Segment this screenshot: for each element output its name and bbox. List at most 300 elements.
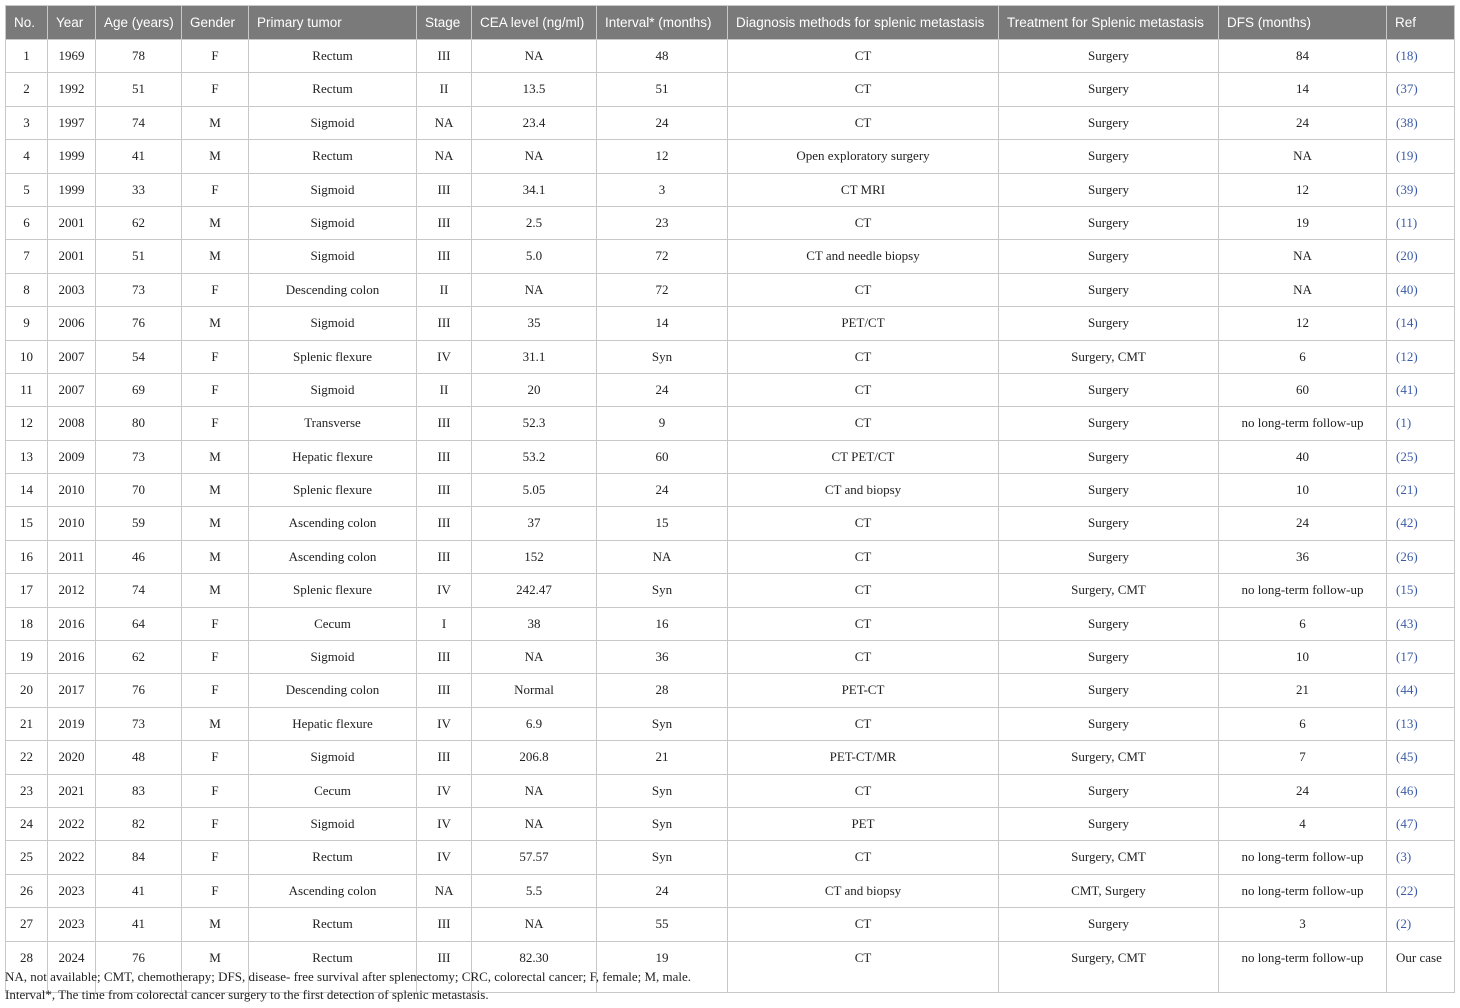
cell-treatment: Surgery [999, 407, 1219, 440]
table-row [6, 373, 1455, 406]
cell-treatment: Surgery [999, 240, 1219, 273]
cell-treatment: Surgery [999, 641, 1219, 674]
cell-no: 26 [6, 874, 48, 907]
cell-year: 1997 [48, 106, 96, 139]
table-row [6, 707, 1455, 740]
cell-no: 19 [6, 641, 48, 674]
cell-diagnosis-method: CT [728, 540, 999, 573]
column-header-dfs: DFS (months) [1219, 6, 1387, 40]
cell-age: 48 [96, 741, 182, 774]
cell-gender: F [182, 273, 249, 306]
cell-no: 1 [6, 40, 48, 73]
cell-primary-tumor: Descending colon [249, 273, 417, 306]
cell-primary-tumor: Rectum [249, 73, 417, 106]
cell-year: 2007 [48, 373, 96, 406]
reference-link[interactable]: (40) [1387, 273, 1455, 306]
cell-primary-tumor: Hepatic flexure [249, 707, 417, 740]
cell-interval: NA [597, 540, 728, 573]
cell-dfs: NA [1219, 273, 1387, 306]
cell-age: 33 [96, 173, 182, 206]
cell-age: 41 [96, 874, 182, 907]
cell-cea-level: NA [472, 908, 597, 941]
cell-gender: F [182, 607, 249, 640]
cell-age: 80 [96, 407, 182, 440]
cell-stage: III [417, 440, 472, 473]
cell-year: 2023 [48, 908, 96, 941]
cell-no: 24 [6, 807, 48, 840]
cell-dfs: 7 [1219, 741, 1387, 774]
cell-year: 2003 [48, 273, 96, 306]
reference-link[interactable]: (2) [1387, 908, 1455, 941]
cell-primary-tumor: Cecum [249, 607, 417, 640]
cell-gender: M [182, 540, 249, 573]
cell-age: 59 [96, 507, 182, 540]
cell-cea-level: 206.8 [472, 741, 597, 774]
cell-stage: I [417, 607, 472, 640]
cell-treatment: Surgery [999, 206, 1219, 239]
cell-diagnosis-method: CT [728, 507, 999, 540]
cell-treatment: Surgery [999, 73, 1219, 106]
cell-interval: 28 [597, 674, 728, 707]
cell-gender: M [182, 106, 249, 139]
cell-year: 1999 [48, 140, 96, 173]
table-row [6, 641, 1455, 674]
cell-interval: 72 [597, 240, 728, 273]
cell-no: 7 [6, 240, 48, 273]
cell-age: 76 [96, 941, 182, 992]
cell-cea-level: NA [472, 807, 597, 840]
cell-primary-tumor: Sigmoid [249, 307, 417, 340]
reference-link[interactable]: (17) [1387, 641, 1455, 674]
table-row [6, 240, 1455, 273]
table-row [6, 73, 1455, 106]
cell-diagnosis-method: PET/CT [728, 307, 999, 340]
cell-primary-tumor: Ascending colon [249, 507, 417, 540]
column-header-interval: Interval* (months) [597, 6, 728, 40]
cell-dfs: 24 [1219, 774, 1387, 807]
cell-cea-level: NA [472, 140, 597, 173]
cell-treatment: Surgery, CMT [999, 841, 1219, 874]
cell-year: 2024 [48, 941, 96, 992]
cell-diagnosis-method: CT [728, 373, 999, 406]
cell-age: 46 [96, 540, 182, 573]
cell-primary-tumor: Rectum [249, 841, 417, 874]
reference-cell: Our case [1387, 941, 1455, 992]
column-header-primary-tumor: Primary tumor [249, 6, 417, 40]
cell-diagnosis-method: CT [728, 841, 999, 874]
cell-cea-level: 23.4 [472, 106, 597, 139]
table-body [6, 40, 1455, 993]
reference-link[interactable]: (21) [1387, 474, 1455, 507]
cell-dfs: 40 [1219, 440, 1387, 473]
reference-link[interactable]: (25) [1387, 440, 1455, 473]
cell-dfs: 21 [1219, 674, 1387, 707]
cell-age: 51 [96, 73, 182, 106]
table-footnotes [5, 968, 691, 1004]
cell-cea-level: 20 [472, 373, 597, 406]
cell-interval: 3 [597, 173, 728, 206]
cell-treatment: Surgery [999, 173, 1219, 206]
cell-cea-level: 38 [472, 607, 597, 640]
cell-gender: M [182, 474, 249, 507]
table-row [6, 140, 1455, 173]
cell-treatment: Surgery [999, 373, 1219, 406]
cell-stage: II [417, 73, 472, 106]
cell-stage: III [417, 173, 472, 206]
cell-treatment: Surgery [999, 307, 1219, 340]
cell-no: 23 [6, 774, 48, 807]
cell-cea-level: 31.1 [472, 340, 597, 373]
cell-stage: III [417, 908, 472, 941]
cell-cea-level: 152 [472, 540, 597, 573]
cell-dfs: 12 [1219, 173, 1387, 206]
reference-link[interactable]: (45) [1387, 741, 1455, 774]
table-row [6, 340, 1455, 373]
cell-cea-level: NA [472, 273, 597, 306]
cell-interval: Syn [597, 774, 728, 807]
cell-primary-tumor: Sigmoid [249, 641, 417, 674]
cell-year: 2016 [48, 607, 96, 640]
cell-primary-tumor: Ascending colon [249, 874, 417, 907]
cell-stage: III [417, 941, 472, 992]
cell-treatment: Surgery [999, 707, 1219, 740]
cell-interval: 24 [597, 106, 728, 139]
cell-treatment: Surgery [999, 807, 1219, 840]
reference-link[interactable]: (20) [1387, 240, 1455, 273]
cell-no: 21 [6, 707, 48, 740]
cell-age: 74 [96, 574, 182, 607]
cell-dfs: 3 [1219, 908, 1387, 941]
cell-interval: 23 [597, 206, 728, 239]
cell-primary-tumor: Sigmoid [249, 807, 417, 840]
reference-link[interactable]: (44) [1387, 674, 1455, 707]
cell-treatment: Surgery [999, 474, 1219, 507]
cell-age: 51 [96, 240, 182, 273]
cell-age: 62 [96, 641, 182, 674]
table-row [6, 106, 1455, 139]
cell-dfs: no long-term follow-up [1219, 574, 1387, 607]
reference-link[interactable]: (14) [1387, 307, 1455, 340]
cell-interval: 15 [597, 507, 728, 540]
cell-year: 2023 [48, 874, 96, 907]
abbreviations-note: NA, not available; CMT, chemotherapy; DFS, disease- free survival after splenectomy; CRC, colorectal cancer; F, female; M, male. [5, 969, 692, 984]
cell-age: 54 [96, 340, 182, 373]
cell-treatment: Surgery, CMT [999, 741, 1219, 774]
cell-year: 1999 [48, 173, 96, 206]
cell-age: 76 [96, 674, 182, 707]
cell-cea-level: 82.30 [472, 941, 597, 992]
cell-no: 10 [6, 340, 48, 373]
cell-cea-level: 35 [472, 307, 597, 340]
cell-no: 27 [6, 908, 48, 941]
cell-age: 76 [96, 307, 182, 340]
column-header-treatment: Treatment for Splenic metastasis [999, 6, 1219, 40]
reference-link[interactable]: (13) [1387, 707, 1455, 740]
cell-gender: M [182, 908, 249, 941]
cell-year: 2019 [48, 707, 96, 740]
cell-gender: M [182, 240, 249, 273]
cell-diagnosis-method: CT [728, 707, 999, 740]
reference-link[interactable]: (12) [1387, 340, 1455, 373]
cell-age: 73 [96, 707, 182, 740]
reference-link[interactable]: (22) [1387, 874, 1455, 907]
header-row [6, 6, 1455, 40]
cell-primary-tumor: Ascending colon [249, 540, 417, 573]
cell-treatment: Surgery, CMT [999, 574, 1219, 607]
cell-dfs: 24 [1219, 106, 1387, 139]
reference-link[interactable]: (18) [1387, 40, 1455, 73]
cell-gender: M [182, 206, 249, 239]
cell-gender: F [182, 641, 249, 674]
cell-primary-tumor: Transverse [249, 407, 417, 440]
cell-cea-level: 6.9 [472, 707, 597, 740]
cell-primary-tumor: Cecum [249, 774, 417, 807]
cell-no: 13 [6, 440, 48, 473]
cell-year: 2010 [48, 507, 96, 540]
cell-dfs: 24 [1219, 507, 1387, 540]
reference-link[interactable]: (38) [1387, 106, 1455, 139]
cell-cea-level: 57.57 [472, 841, 597, 874]
cell-diagnosis-method: CT [728, 273, 999, 306]
cell-interval: 36 [597, 641, 728, 674]
cell-age: 74 [96, 106, 182, 139]
cell-interval: 51 [597, 73, 728, 106]
reference-link[interactable]: (26) [1387, 540, 1455, 573]
cell-year: 2021 [48, 774, 96, 807]
cell-gender: M [182, 507, 249, 540]
cell-treatment: Surgery [999, 40, 1219, 73]
cell-primary-tumor: Splenic flexure [249, 474, 417, 507]
cell-treatment: Surgery [999, 540, 1219, 573]
cell-dfs: 60 [1219, 373, 1387, 406]
cell-diagnosis-method: CT [728, 941, 999, 992]
table-row [6, 540, 1455, 573]
cell-cea-level: 37 [472, 507, 597, 540]
table-row [6, 674, 1455, 707]
cell-dfs: 84 [1219, 40, 1387, 73]
column-header-no: No. [6, 6, 48, 40]
cell-no: 2 [6, 73, 48, 106]
cell-diagnosis-method: CT and biopsy [728, 474, 999, 507]
cell-stage: III [417, 407, 472, 440]
cell-year: 1969 [48, 40, 96, 73]
reference-link[interactable]: (1) [1387, 407, 1455, 440]
cell-dfs: no long-term follow-up [1219, 941, 1387, 992]
cell-age: 64 [96, 607, 182, 640]
splenic-metastasis-table [5, 5, 1455, 993]
cell-gender: M [182, 941, 249, 992]
cell-dfs: 19 [1219, 206, 1387, 239]
cell-no: 14 [6, 474, 48, 507]
cell-stage: II [417, 273, 472, 306]
reference-link[interactable]: (3) [1387, 841, 1455, 874]
reference-link[interactable]: (15) [1387, 574, 1455, 607]
cell-treatment: Surgery [999, 507, 1219, 540]
cell-stage: III [417, 240, 472, 273]
cell-diagnosis-method: CT PET/CT [728, 440, 999, 473]
column-header-gender: Gender [182, 6, 249, 40]
cell-dfs: 10 [1219, 474, 1387, 507]
cell-interval: 24 [597, 373, 728, 406]
cell-primary-tumor: Sigmoid [249, 173, 417, 206]
cell-no: 17 [6, 574, 48, 607]
column-header-age: Age (years) [96, 6, 182, 40]
cell-diagnosis-method: PET-CT/MR [728, 741, 999, 774]
table-row [6, 273, 1455, 306]
column-header-ref: Ref [1387, 6, 1455, 40]
cell-stage: IV [417, 807, 472, 840]
cell-diagnosis-method: CT [728, 574, 999, 607]
cell-interval: 60 [597, 440, 728, 473]
table-row [6, 507, 1455, 540]
cell-diagnosis-method: CT [728, 607, 999, 640]
table-row [6, 607, 1455, 640]
cell-dfs: 6 [1219, 340, 1387, 373]
cell-dfs: 14 [1219, 73, 1387, 106]
cell-stage: IV [417, 707, 472, 740]
cell-gender: M [182, 440, 249, 473]
cell-gender: F [182, 373, 249, 406]
cell-no: 25 [6, 841, 48, 874]
cell-year: 2006 [48, 307, 96, 340]
column-header-stage: Stage [417, 6, 472, 40]
cell-age: 62 [96, 206, 182, 239]
cell-gender: F [182, 841, 249, 874]
cell-age: 70 [96, 474, 182, 507]
table-row [6, 474, 1455, 507]
reference-link[interactable]: (39) [1387, 173, 1455, 206]
column-header-cea-level: CEA level (ng/ml) [472, 6, 597, 40]
cell-year: 2011 [48, 540, 96, 573]
cell-year: 2001 [48, 206, 96, 239]
reference-link[interactable]: (41) [1387, 373, 1455, 406]
cell-stage: IV [417, 774, 472, 807]
reference-link[interactable]: (11) [1387, 206, 1455, 239]
table-row [6, 173, 1455, 206]
cell-stage: IV [417, 574, 472, 607]
cell-no: 15 [6, 507, 48, 540]
cell-interval: Syn [597, 841, 728, 874]
cell-treatment: CMT, Surgery [999, 874, 1219, 907]
cell-age: 41 [96, 908, 182, 941]
cell-interval: 12 [597, 140, 728, 173]
cell-year: 2010 [48, 474, 96, 507]
cell-diagnosis-method: Open exploratory surgery [728, 140, 999, 173]
cell-cea-level: 34.1 [472, 173, 597, 206]
cell-no: 6 [6, 206, 48, 239]
cell-interval: 16 [597, 607, 728, 640]
cell-gender: M [182, 707, 249, 740]
reference-link[interactable]: (42) [1387, 507, 1455, 540]
cell-primary-tumor: Rectum [249, 140, 417, 173]
table-row [6, 741, 1455, 774]
cell-stage: NA [417, 874, 472, 907]
cell-stage: NA [417, 140, 472, 173]
cell-cea-level: 5.5 [472, 874, 597, 907]
cell-year: 2001 [48, 240, 96, 273]
reference-link[interactable]: (46) [1387, 774, 1455, 807]
cell-age: 78 [96, 40, 182, 73]
cell-no: 5 [6, 173, 48, 206]
cell-age: 69 [96, 373, 182, 406]
cell-year: 1992 [48, 73, 96, 106]
table-row [6, 574, 1455, 607]
cell-year: 2007 [48, 340, 96, 373]
cell-stage: III [417, 641, 472, 674]
cell-gender: F [182, 674, 249, 707]
cell-primary-tumor: Rectum [249, 941, 417, 992]
cell-treatment: Surgery [999, 607, 1219, 640]
table-row [6, 407, 1455, 440]
cell-primary-tumor: Sigmoid [249, 106, 417, 139]
cell-cea-level: Normal [472, 674, 597, 707]
cell-no: 18 [6, 607, 48, 640]
reference-link[interactable]: (19) [1387, 140, 1455, 173]
cell-treatment: Surgery [999, 674, 1219, 707]
cell-diagnosis-method: CT and needle biopsy [728, 240, 999, 273]
cell-dfs: 12 [1219, 307, 1387, 340]
cell-primary-tumor: Sigmoid [249, 741, 417, 774]
cell-cea-level: 13.5 [472, 73, 597, 106]
cell-gender: F [182, 741, 249, 774]
table-row [6, 774, 1455, 807]
cell-primary-tumor: Rectum [249, 40, 417, 73]
cell-treatment: Surgery [999, 908, 1219, 941]
cell-primary-tumor: Splenic flexure [249, 340, 417, 373]
cell-dfs: 6 [1219, 707, 1387, 740]
cell-stage: IV [417, 340, 472, 373]
cell-interval: 72 [597, 273, 728, 306]
reference-link[interactable]: (47) [1387, 807, 1455, 840]
table-row [6, 807, 1455, 840]
reference-link[interactable]: (37) [1387, 73, 1455, 106]
cell-diagnosis-method: CT [728, 340, 999, 373]
cell-stage: III [417, 741, 472, 774]
cell-cea-level: 2.5 [472, 206, 597, 239]
cell-gender: F [182, 73, 249, 106]
cell-gender: F [182, 173, 249, 206]
cell-gender: M [182, 574, 249, 607]
reference-link[interactable]: (43) [1387, 607, 1455, 640]
cell-treatment: Surgery [999, 440, 1219, 473]
cell-gender: F [182, 807, 249, 840]
cell-age: 73 [96, 273, 182, 306]
cell-dfs: 4 [1219, 807, 1387, 840]
cell-age: 84 [96, 841, 182, 874]
cell-treatment: Surgery [999, 774, 1219, 807]
table-row [6, 206, 1455, 239]
cell-dfs: 10 [1219, 641, 1387, 674]
cell-no: 20 [6, 674, 48, 707]
cell-diagnosis-method: PET-CT [728, 674, 999, 707]
cell-cea-level: 5.05 [472, 474, 597, 507]
cell-stage: III [417, 206, 472, 239]
table-row [6, 908, 1455, 941]
cell-dfs: no long-term follow-up [1219, 407, 1387, 440]
cell-cea-level: NA [472, 40, 597, 73]
column-header-diagnosis-method: Diagnosis methods for splenic metastasis [728, 6, 999, 40]
cell-interval: 19 [597, 941, 728, 992]
cell-dfs: NA [1219, 240, 1387, 273]
cell-year: 2012 [48, 574, 96, 607]
table-container [5, 5, 1454, 993]
cell-diagnosis-method: CT [728, 73, 999, 106]
cell-diagnosis-method: CT MRI [728, 173, 999, 206]
cell-cea-level: 53.2 [472, 440, 597, 473]
cell-year: 2022 [48, 807, 96, 840]
cell-interval: 24 [597, 474, 728, 507]
cell-interval: 48 [597, 40, 728, 73]
